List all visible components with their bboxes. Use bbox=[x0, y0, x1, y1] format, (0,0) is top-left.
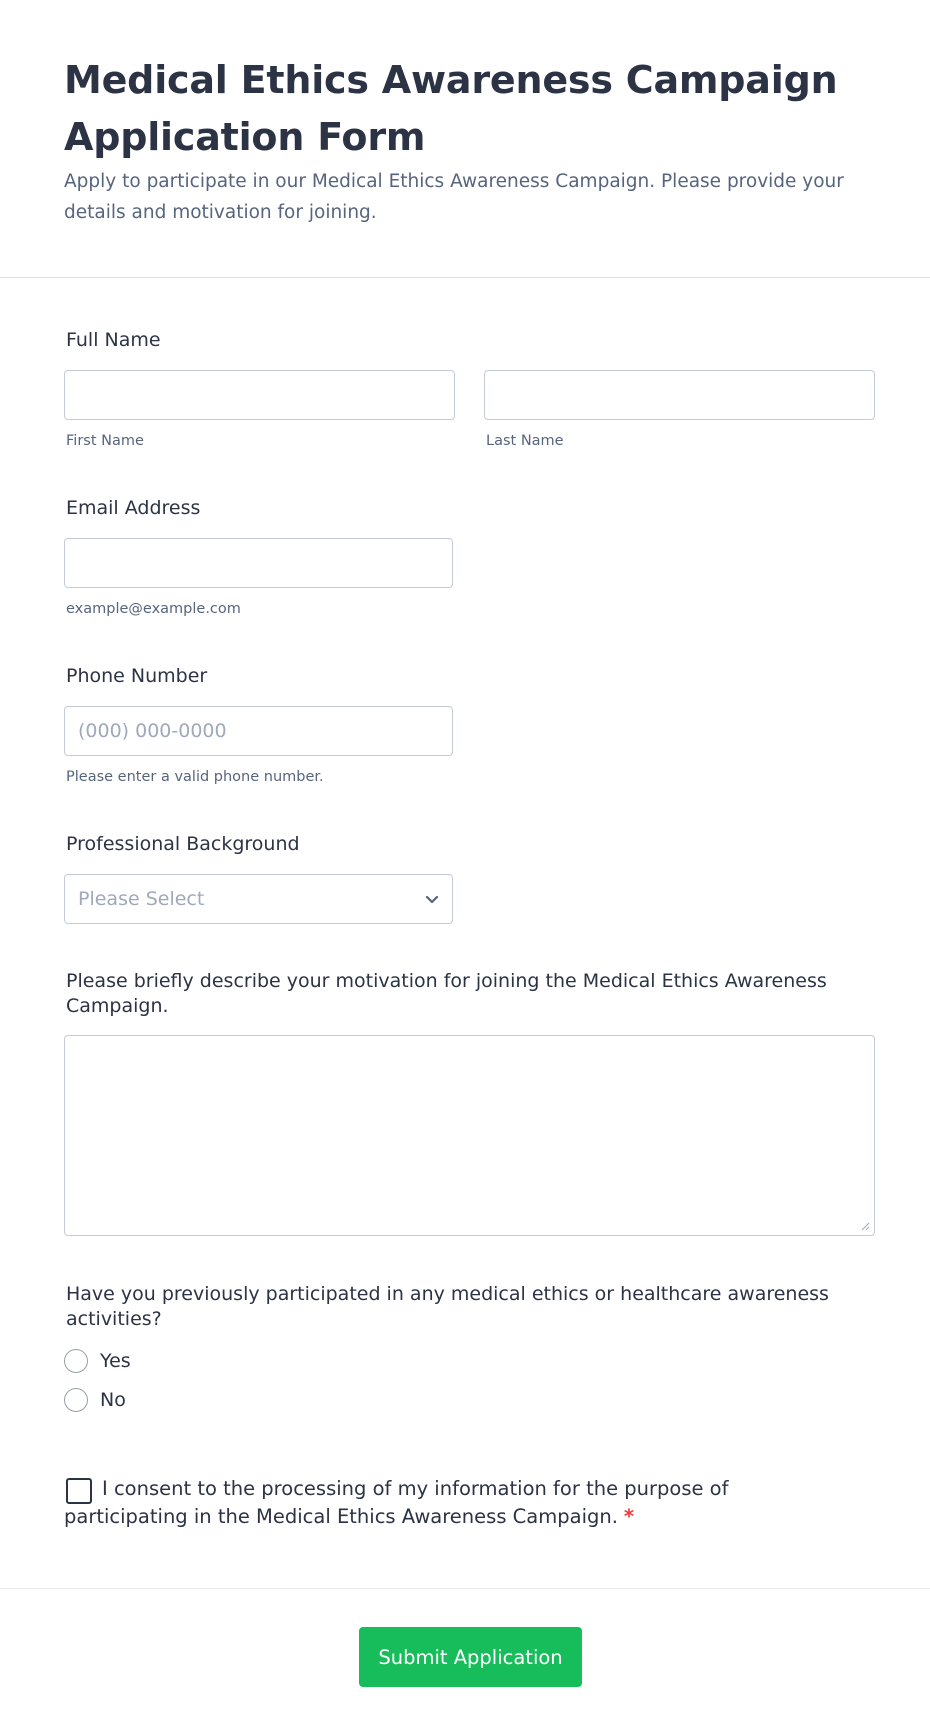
background-selected-value: Please Select bbox=[78, 888, 205, 910]
radio-option-yes[interactable] bbox=[64, 1349, 131, 1373]
phone-sublabel: Please enter a valid phone number. bbox=[66, 769, 324, 785]
resize-handle-icon[interactable] bbox=[860, 1221, 870, 1231]
email-label: Email Address bbox=[66, 497, 201, 519]
first-name-sublabel: First Name bbox=[66, 433, 144, 449]
phone-label: Phone Number bbox=[66, 665, 208, 687]
phone-placeholder: (000) 000-0000 bbox=[78, 720, 227, 742]
consent-text bbox=[64, 1475, 764, 1531]
email-input[interactable] bbox=[64, 538, 453, 588]
motivation-textarea[interactable] bbox=[64, 1035, 875, 1236]
chevron-down-icon bbox=[424, 891, 440, 907]
motivation-label: Please briefly describe your motivation for joining the Medical Ethics Awareness Campaign. bbox=[66, 970, 827, 1017]
full-name-label: Full Name bbox=[66, 329, 161, 351]
radio-circle-icon[interactable] bbox=[64, 1349, 88, 1373]
phone-input[interactable] bbox=[64, 706, 453, 756]
form-header bbox=[0, 0, 930, 278]
radio-label-yes: Yes bbox=[100, 1350, 131, 1372]
footer-divider bbox=[0, 1588, 930, 1589]
form-description: Apply to participate in our Medical Ethics Awareness Campaign. Please provide your details and motivation for joining. bbox=[64, 171, 844, 223]
first-name-input[interactable] bbox=[64, 370, 455, 420]
email-sublabel: example@example.com bbox=[66, 601, 241, 617]
background-label: Professional Background bbox=[66, 833, 300, 855]
radio-label-no: No bbox=[100, 1389, 126, 1411]
last-name-sublabel: Last Name bbox=[486, 433, 564, 449]
background-select[interactable] bbox=[64, 874, 453, 924]
form-title: Medical Ethics Awareness Campaign Application Form bbox=[64, 58, 838, 159]
submit-button[interactable]: Submit Application bbox=[359, 1627, 582, 1687]
consent-label: I consent to the processing of my information for the purpose of participating in the Medical Ethics Awareness Campaign. bbox=[64, 1477, 729, 1528]
previous-participation-label: Have you previously participated in any medical ethics or healthcare awareness activities? bbox=[66, 1283, 829, 1330]
radio-option-no[interactable] bbox=[64, 1388, 126, 1412]
required-mark: * bbox=[623, 1505, 635, 1528]
last-name-input[interactable] bbox=[484, 370, 875, 420]
radio-circle-icon[interactable] bbox=[64, 1388, 88, 1412]
